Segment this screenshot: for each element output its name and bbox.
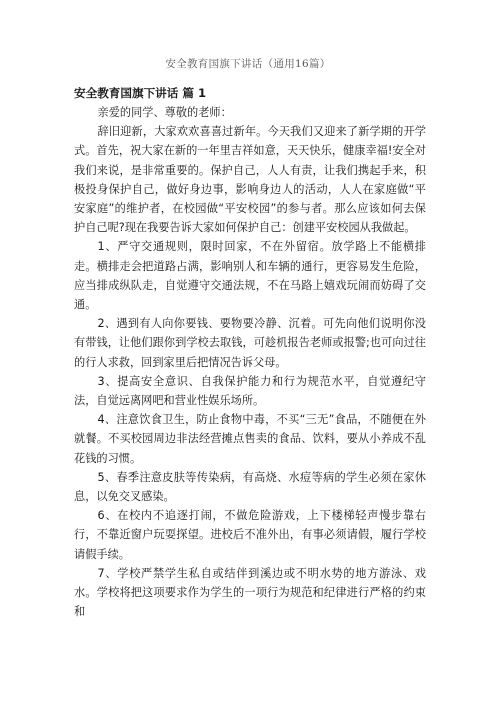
document-body: [74, 84, 426, 621]
paragraph-item-2: 2、遇到有人向你要钱、要物要冷静、沉着。可先向他们说明你没有带钱，让他们跟你到学校去取钱，可趁机报告老师或报警;也可向过往的行人求救，回到家里后把情况告诉父母。: [74, 317, 426, 369]
paragraph-item-6: 6、在校内不追逐打闹，不做危险游戏，上下楼梯轻声慢步靠右行，不靠近窗户玩耍探望。进校后不准外出，有事必须请假，履行学校请假手续。: [74, 509, 426, 561]
paragraph-item-1: 1、严守交通规则，限时回家，不在外留宿。放学路上不能横排走。横排走会把道路占满，影响别人和车辆的通行，更容易发生危险，应当排成纵队走，自觉遵守交通法规，不在马路上嬉戏玩闹而妨碍了交通。: [74, 240, 426, 312]
document-title: 安全教育国旗下讲话（通用16篇）: [165, 58, 331, 70]
paragraph-greeting: 亲爱的同学、尊敬的老师：: [97, 106, 232, 119]
paragraph-item-7: 7、学校严禁学生私自或结伴到溪边或不明水势的地方游泳、戏水。学校将把这项要求作为学生的一项行为规范和纪律进行严格的约束和: [74, 566, 426, 619]
paragraph-item-4: 4、注意饮食卫生，防止食物中毒，不买“三无”食品，不随便在外就餐。不买校园周边非法经营摊点售卖的食品、饮料，要从小养成不乱花钱的习惯。: [74, 413, 426, 465]
paragraph-item-5: 5、春季注意皮肤等传染病，有高烧、水痘等病的学生必须在家休息，以免交叉感染。: [74, 470, 426, 504]
paragraph-item-3: 3、提高安全意识、自我保护能力和行为规范水平，自觉遵纪守法，自觉远离网吧和营业性娱乐场所。: [74, 374, 426, 408]
paragraph-intro: 辞旧迎新，大家欢欢喜喜过新年。今天我们又迎来了新学期的开学式。首先，祝大家在新的一年里吉祥如意，天天快乐，健康幸福!安全对我们来说，是非常重要的。保护自己，人人有责，让我们携起手来，积极投身保护自己，做好身边事，影响身边人的活动，人人在家庭做“平安家庭”的维护者，在校园做“平安校园”的参与者。那么应该如何去保护自己呢?现在我要告诉大家如何保护自己：创建平安校园从我做起。: [74, 125, 426, 235]
section-heading: 安全教育国旗下讲话 篇 1: [74, 86, 207, 100]
